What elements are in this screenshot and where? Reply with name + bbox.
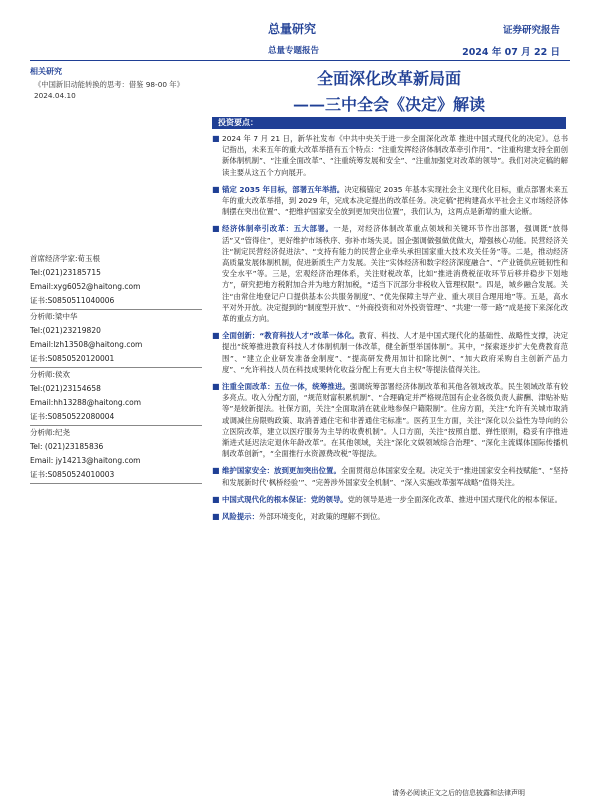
- report-header: [0, 0, 600, 62]
- investment-highlights: [212, 133, 568, 528]
- analyst-tel: Tel:(021)23154658: [30, 384, 101, 393]
- list-item: ■ 经济体制牵引改革：五大部署。一是，对经济体制改革重点领域和关键环节作出部署，强调既“放得活”又“管得住”，更好维护市场秩序、弥补市场失灵。国企强调做强做优做大，增强核心功能。民营经济关注“制定民营经济促进法”、“支持有能力的民营企业牵头承担国家重大技术攻关任务”等。二是，推动经济高质量发展体制机制，促进新质生产力发展。关注“实体经济和数字经济深度融合”、“产业链供应链韧性和安全水平”等。三是，宏观经济治理体系，关注财税改革，比如“推进消费税征收环节后移并稳步下划地方”，研究把地方税附加合并为地方附加税，“适当下沉部分非税收入管理权限”。四是，城乡融合发展。关注“由常住地登记户口提供基本公共服务制度”、“优先保障主导产业、重大项目合理用地”等。五是，高水平对外开放。决定提到的“制度型开放”、“外商投资和对外投资管理”、“共建‘一带一路’”成是接下来深化改革的重点方向。: [212, 224, 568, 324]
- analyst-email[interactable]: Email:xyg6052@haitong.com: [30, 282, 141, 291]
- analyst-card: [30, 426, 202, 484]
- list-item: ■ 锚定 2035 年目标，部署五年举措。决定稿锚定 2035 年基本实现社会主义现代化目标，重点部署未来五年的重大改革举措，到 2029 年，完成本决定提出的改革任务。决定稿“把构建高水平社会主义市场经济体制摆在突出位置”、“把维护国家安全放到更加突出位置”，我们认为，这两点是新增的重大论断。: [212, 184, 569, 217]
- analyst-title: 分析师:纪尧: [30, 428, 71, 437]
- list-item: ■ 中国式现代化的根本保证：党的领导。党的领导是进一步全面深化改革、推进中国式现代化的根本保证。: [212, 494, 562, 504]
- section-bar: [212, 117, 566, 129]
- analyst-tel: Tel: (021)23185836: [30, 442, 104, 451]
- analyst-cert: 证书:S0850524010003: [30, 470, 115, 479]
- report-category: 总量研究: [268, 22, 317, 36]
- analyst-card: [30, 310, 202, 368]
- bullet-icon: ■: [212, 331, 220, 341]
- analyst-email[interactable]: Email: jy14213@haitong.com: [30, 456, 141, 465]
- list-item: ■ 维护国家安全：放到更加突出位置。全面贯彻总体国家安全观。决定关于“推进国家安全科技赋能”、“坚持和发展新时代‘枫桥经验’”、“完善涉外国家安全机制”、“深入实施改革强军战略”值得关注。: [212, 466, 568, 487]
- analyst-cert: 证书:S0850511040006: [30, 296, 115, 305]
- analyst-list: [30, 252, 202, 484]
- related-research: [30, 66, 202, 101]
- bullet-icon: ■: [212, 494, 220, 504]
- disclaimer-footer: 请务必阅读正文之后的信息披露和法律声明: [392, 789, 525, 797]
- analyst-card: [30, 368, 202, 426]
- bullet-icon: ■: [212, 512, 220, 522]
- analyst-card: [30, 252, 202, 310]
- list-item: ■ 2024 年 7 月 21 日，新华社发布《中共中央关于进一步全面深化改革 推进中国式现代化的决定》。总书记指出，未来五年的重大改革举措有五个特点：“注重发挥经济体制改革牵引作用”、“注重构建支持全面创新体制机制”、“注重全面改革”、“注重统筹发展和安全”、“注重加强党对改革的领导”。我们对决定稿的解读主要从这五个方向展开。: [212, 134, 568, 177]
- report-subtitle: ——三中全会《决定》解读: [292, 95, 485, 114]
- report-date: 2024 年 07 月 22 日: [462, 47, 560, 58]
- report-subcategory: 总量专题报告: [268, 46, 320, 56]
- report-type: 证券研究报告: [502, 25, 560, 36]
- header-divider: [30, 60, 570, 61]
- list-item: ■ 全面创新：“教育科技人才”改革一体化。教育、科技、人才是中国式现代化的基础性、战略性支撑，决定提出“统筹推进教育科技人才体制机制一体改革，健全新型举国体制”。其中，“探索逐步扩大免费教育范围”、“建立企业研发准备金制度”、“提高研发费用加计扣除比例”、“加大政府采购自主创新产品力度”、“允许科技人员在科技成果转化收益分配上有更大自主权”等提法值得关注。: [212, 331, 568, 374]
- analyst-title: 分析师:侯欢: [30, 370, 71, 379]
- related-heading: 相关研究: [30, 67, 62, 76]
- analyst-cert: 证书:S0850520120001: [30, 354, 115, 363]
- analyst-tel: Tel:(021)23219820: [30, 326, 101, 335]
- analyst-title: 首席经济学家:荀玉根: [30, 254, 101, 263]
- bullet-icon: ■: [212, 184, 220, 194]
- analyst-email[interactable]: Email:lzh13508@haitong.com: [30, 340, 143, 349]
- bullet-icon: ■: [212, 382, 220, 392]
- bullet-icon: ■: [212, 134, 220, 143]
- related-item[interactable]: 《中国新旧动能转换的思考：借鉴 98-00 年》2024.04.10: [34, 80, 184, 100]
- analyst-title: 分析师:梁中华: [30, 312, 78, 321]
- analyst-tel: Tel:(021)23185715: [30, 268, 101, 277]
- analyst-email[interactable]: Email:hh13288@haitong.com: [30, 398, 142, 407]
- report-title: 全面深化改革新局面: [316, 69, 461, 88]
- bullet-icon: ■: [212, 466, 220, 476]
- section-label: 投资要点：: [218, 118, 258, 127]
- analyst-cert: 证书:S0850522080004: [30, 412, 115, 421]
- bullet-icon: ■: [212, 224, 220, 234]
- list-item: ■ 风险提示：外部环境变化，对政策的理解不到位。: [212, 512, 385, 522]
- list-item: ■ 注重全面改革：五位一体，统筹推进。强调统筹部署经济体制改革和其他各领域改革。民生领域改革有较多亮点。收入分配方面，“规范财富积累机制”、“合理确定并严格规范国有企业各级负责人薪酬、津贴补贴等”是较新提法。社保方面，关注“全面取消在就业地参保户籍限制”。住房方面，关注“允许有关城市取消或调减住房限购政策、取消普通住宅和非普通住宅标准”。医药卫生方面，关注“深化以公益性为导向的公立医院改革，建立以医疗服务为主导的收费机制”。人口方面，关注“按照自愿、弹性原则，稳妥有序推进渐进式延迟法定退休年龄改革”。在其他领域，关注“深化文娱领域综合治理”、“深化主流媒体国际传播机制改革创新”，“全面推行水资源费改税”等提法。: [212, 382, 568, 459]
